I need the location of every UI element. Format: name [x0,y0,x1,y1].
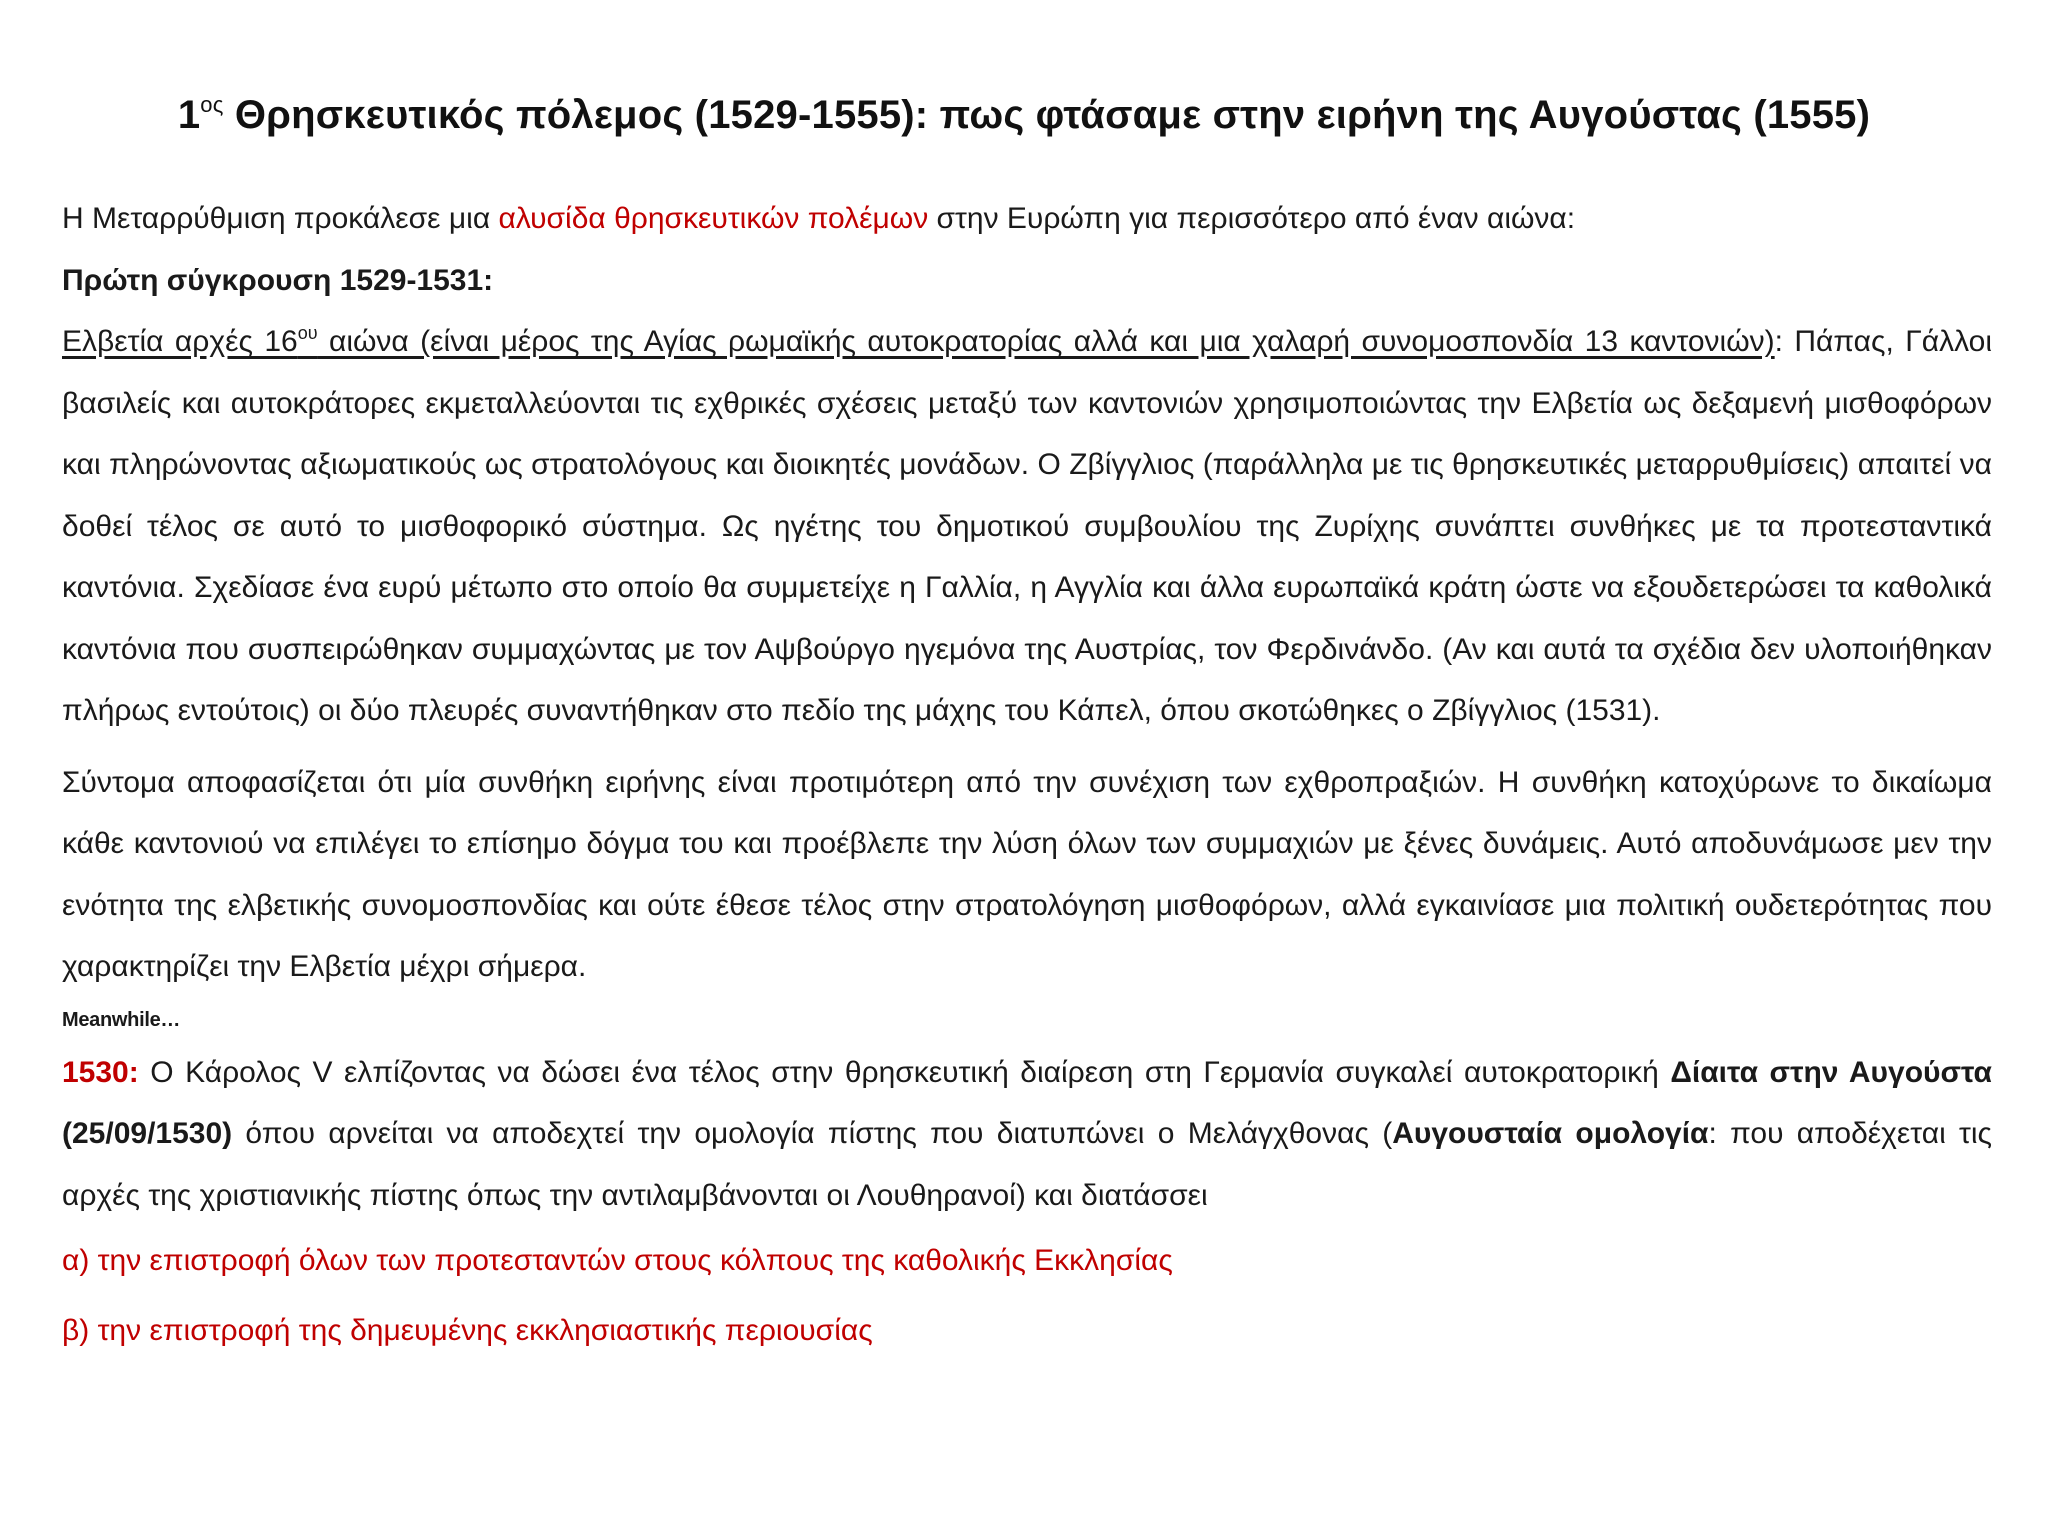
augsburg-confession: Αυγουσταία ομολογία [1392,1117,1709,1150]
intro-paragraph [62,188,1992,250]
augsburg-diet-paragraph [62,1042,1992,1227]
diet-bold-1: Δίαιτα στην Αυγούστα (25/09/1530) [62,1055,1992,1150]
intro-text-before: Η Μεταρρύθμιση προκάλεσε μια [62,202,499,235]
switzerland-underline-part-b: αιώνα (είναι μέρος της Αγίας ρωμαϊκής αυτοκρατορίας αλλά και μια χαλαρή συνομοσπονδία 13 καντονιών) [317,325,1775,358]
meanwhile-label: Meanwhile… [62,1008,181,1031]
diet-year: 1530: [62,1055,139,1089]
intro-text-after: στην Ευρώπη για περισσότερο από έναν αιώνα: [928,202,1576,235]
switzerland-underlined-intro [62,325,1775,358]
page-title [0,92,2048,138]
title-number: 1 [177,93,201,137]
switzerland-paragraph [62,311,1992,742]
treaty-paragraph: Σύντομα αποφασίζεται ότι μία συνθήκη ειρήνης είναι προτιμότερη από την συνέχιση των εχθροπραξιών. Η συνθήκη κατοχύρωνε το δικαίωμα κάθε καντονιού να επιλέγει το επίσημο δόγμα του και προέβλεπε την λύση όλων των συμμαχιών με ξένες δυνάμεις. Αυτό αποδυνάμωσε μεν την ενότητα της ελβετικής συνομοσπονδίας και ούτε έθεσε τέλος στην στρατολόγηση μισθοφόρων, αλλά εγκαινίασε μια πολιτική ουδετερότητας που χαρακτηρίζει την Ελβετία μέχρι σήμερα. [62,765,1992,983]
intro-highlight: αλυσίδα θρησκευτικών πολέμων [498,202,929,235]
title-ordinal-suffix: ος [200,92,224,117]
list-item: β) την επιστροφή της δημευμένης εκκλησιαστικής περιουσίας [62,1314,873,1347]
diet-text-2: όπου αρνείται να αποδεχτεί την ομολογία πίστης που διατυπώνει ο Μελάγχθονας ( [232,1117,1393,1150]
diet-text-1: Ο Κάρολος V ελπίζοντας να δώσει ένα τέλος στην θρησκευτική διαίρεση στη Γερμανία συγκαλεί αυτοκρατορική [138,1055,1671,1089]
title-text: Θρησκευτικός πόλεμος (1529-1555): πως φτάσαμε στην ειρήνη της Αυγούστας (1555) [223,93,1871,137]
diet-text-3: : που αποδέχεται τις αρχές της χριστιανικής πίστης όπως την αντιλαμβάνονται οι Λουθηρανοί) και διατάσσει [62,1117,1993,1212]
switzerland-body-text: : Πάπας, Γάλλοι βασιλείς και αυτοκράτορες εκμεταλλεύονται τις εχθρικές σχέσεις μεταξύ των καντονιών χρησιμοποιώντας την Ελβετία ως δεξαμενή μισθοφόρων και πληρώνοντας αξιωματικούς ως στρατολόγους και διοικητές μονάδων. Ο Ζβίγγλιος (παράλληλα με τις θρησκευτικές μεταρρυθμίσεις) απαιτεί να δοθεί τέλος σε αυτό το μισθοφορικό σύστημα. Ως ηγέτης του δημοτικού συμβουλίου της Ζυρίχης συνάπτει συνθήκες με τα προτεσταντικά καντόνια. Σχεδίασε ένα ευρύ μέτωπο στο οποίο θα συμμετείχε η Γαλλία, η Αγγλία και άλλα ευρωπαϊκά κράτη ώστε να εξουδετερώσει τα καθολικά καντόνια που συσπειρώθηκαν συμμαχώντας με τον Αψβούργο ηγεμόνα της Αυστρίας, τον Φερδινάνδο. (Αν και αυτά τα σχέδια δεν υλοποιήθηκαν πλήρως εντούτοις) οι δύο πλευρές συναντήθηκαν στο πεδίο της μάχης του Κάπελ, όπου σκοτώθηκες ο Ζβίγγλιος (1531). [62,325,1992,727]
century-ordinal-suffix: ου [297,323,318,343]
slide-body [62,188,1992,1366]
list-item: α) την επιστροφή όλων των προτεσταντών στους κόλπους της καθολικής Εκκλησίας [62,1244,1173,1277]
switzerland-underline-part-a: Ελβετία αρχές 16 [62,325,298,358]
first-conflict-heading: Πρώτη σύγκρουση 1529-1531: [62,263,494,297]
